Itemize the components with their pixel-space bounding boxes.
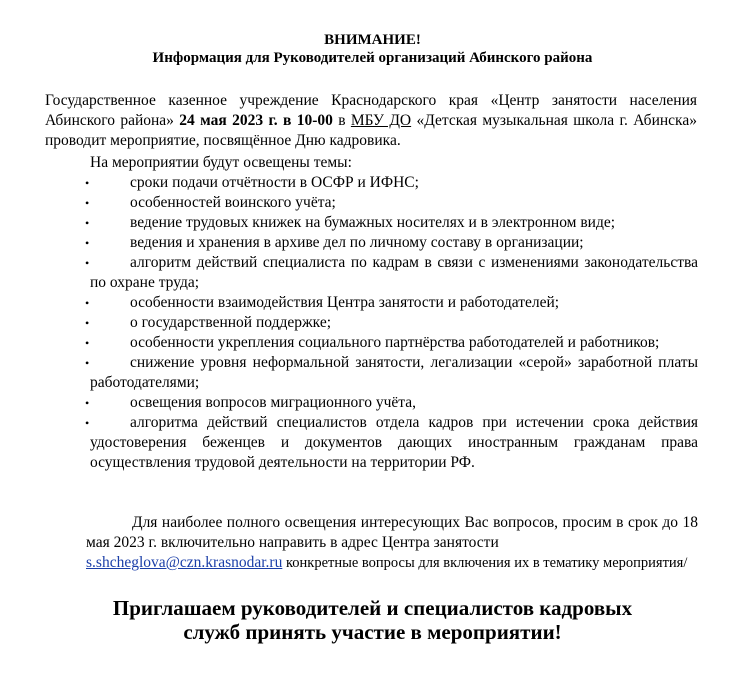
list-item-text: алгоритма действий специалистов отдела кадров при истечении срока действия удостоверения беженцев и документов дающих иностранным гражданам права осуществления трудовой деятельности на территории РФ. <box>90 414 698 471</box>
list-item <box>85 213 698 233</box>
bullet-icon: • <box>85 256 90 270</box>
bullet-icon: • <box>85 236 90 250</box>
intro-text-1: Государственное казенное учреждение Краснодарского края «Центр занятости населения Абинского района» <box>45 92 697 129</box>
list-item <box>85 233 698 253</box>
topics-heading: На мероприятии будут освещены темы: <box>90 154 352 171</box>
bullet-icon: • <box>85 196 90 210</box>
list-item <box>85 353 698 393</box>
closing-text-1: Для наиболее полного освещения интересующих Вас вопросов, просим в срок до 18 мая 2023 г. включительно направить в адрес Центра занятости <box>86 514 698 551</box>
list-item-text: особенности взаимодействия Центра занятости и работодателей; <box>130 294 560 311</box>
topics-list <box>85 173 698 473</box>
list-item-text: ведения и хранения в архиве дел по личному составу в организации; <box>130 234 584 251</box>
invitation-line-1: Приглашаем руководителей и специалистов кадровых <box>112 596 633 620</box>
bullet-icon: • <box>85 296 90 310</box>
list-item <box>85 173 698 193</box>
bullet-icon: • <box>85 396 90 410</box>
bullet-icon: • <box>85 176 90 190</box>
closing-text-2: конкретные вопросы для включения их в тематику мероприятия/ <box>282 555 688 571</box>
list-item <box>85 193 698 213</box>
list-item-text: снижение уровня неформальной занятости, легализации «серой» заработной платы работодателями; <box>90 354 698 391</box>
subtitle-heading: Информация для Руководителей организаций Абинского района <box>152 50 593 66</box>
event-date-time: 24 мая 2023 г. в 10-00 <box>179 112 333 129</box>
list-item <box>85 293 698 313</box>
list-item <box>85 253 698 293</box>
bullet-icon: • <box>85 416 90 430</box>
bullet-icon: • <box>85 216 90 230</box>
closing-paragraph <box>86 513 698 573</box>
list-item-text: особенности укрепления социального партнёрства работодателей и работников; <box>130 334 660 351</box>
intro-text-3: «Детская музыкальная школа г. Абинска» проводит мероприятие, посвящённое Дню кадровика. <box>45 112 697 149</box>
intro-paragraph <box>45 91 697 151</box>
list-item <box>85 413 698 473</box>
intro-text-2: в <box>332 112 351 129</box>
list-item-text: о государственной поддержке; <box>130 314 332 331</box>
list-item-text: освещения вопросов миграционного учёта, <box>130 394 417 411</box>
bullet-icon: • <box>85 356 90 370</box>
list-item-text: алгоритм действий специалиста по кадрам в связи с изменениями законодательства по охране труда; <box>90 254 698 291</box>
list-item <box>85 393 698 413</box>
email-link[interactable]: s.shcheglova@czn.krasnodar.ru <box>86 554 283 571</box>
list-item <box>85 333 698 353</box>
list-item-text: сроки подачи отчётности в ОСФР и ИФНС; <box>130 174 419 191</box>
list-item-text: ведение трудовых книжек на бумажных носителях и в электронном виде; <box>130 214 616 231</box>
invitation-block <box>0 596 745 644</box>
invitation-line-2: служб принять участие в мероприятии! <box>183 620 562 644</box>
attention-heading: ВНИМАНИЕ! <box>324 32 421 48</box>
list-item-text: особенностей воинского учёта; <box>130 194 336 211</box>
org-abbreviation: МБУ ДО <box>350 112 412 129</box>
bullet-icon: • <box>85 336 90 350</box>
bullet-icon: • <box>85 316 90 330</box>
list-item <box>85 313 698 333</box>
